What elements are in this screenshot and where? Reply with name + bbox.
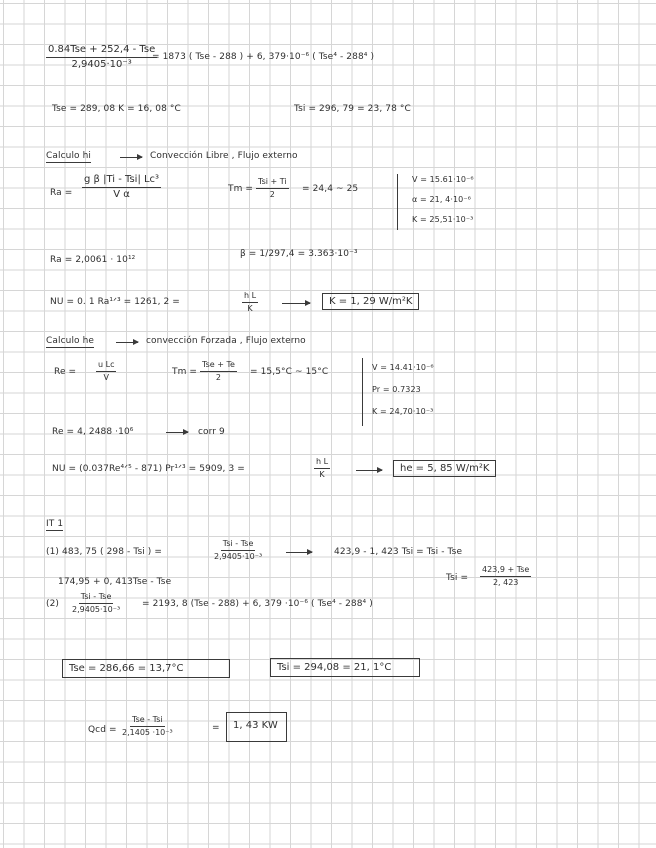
- qcd-fraction: [122, 715, 173, 737]
- tsi-final-box: Tsi = 294,08 = 21, 1°C: [270, 658, 420, 677]
- iteration-eq1-lhs: (1) 483, 75 ( 298 - Tsi ) =: [46, 547, 163, 557]
- ra-formula-lhs: Ra =: [50, 188, 73, 198]
- he-prop-k: K = 24,70·10⁻³: [372, 407, 434, 416]
- he-prop-viscosity: V = 14.41·10⁻⁶: [372, 363, 434, 372]
- tsi-result-1: Tsi = 296, 79 = 23, 78 °C: [294, 104, 411, 114]
- nu-hi-denominator: K: [247, 303, 253, 313]
- beta-value: β = 1/297,4 = 3.363·10⁻³: [240, 249, 358, 259]
- nu-he-fraction: [314, 457, 330, 479]
- tm-hi-denominator: 2: [269, 189, 275, 199]
- tm-he-denominator: 2: [215, 372, 221, 382]
- iteration-eq1-fraction: [214, 539, 262, 561]
- he-heading-label: Calculo he: [46, 336, 95, 346]
- iteration-heading-label: IT 1: [46, 519, 64, 529]
- re-formula-numerator: u Lc: [96, 360, 116, 372]
- he-result-box: he = 5, 85 W/m²K: [393, 460, 496, 477]
- he-prop-prandtl: Pr = 0.7323: [372, 385, 421, 394]
- equation-1-rhs: = 1873 ( Tse - 288 ) + 6, 379·10⁻⁶ ( Tse⁴ - 288⁴ ): [152, 52, 375, 62]
- qcd-lhs: Qcd =: [88, 725, 117, 735]
- tm-hi-rhs: = 24,4 ~ 25: [302, 184, 359, 194]
- nu-hi-numerator: h L: [242, 291, 258, 303]
- nu-he-denominator: K: [319, 469, 325, 479]
- iteration-eq1-denominator: 2,9405·10⁻³: [214, 551, 263, 561]
- hi-heading-arrow-icon: [120, 157, 142, 158]
- re-formula-fraction: [96, 360, 116, 382]
- qcd-denominator: 2,1405 ·10⁻³: [122, 727, 173, 737]
- nu-he-numerator: h L: [314, 457, 330, 469]
- re-formula-lhs: Re =: [54, 367, 77, 377]
- hi-prop-k: K = 25,51·10⁻³: [412, 215, 474, 224]
- hi-result-box: K = 1, 29 W/m²K: [322, 293, 419, 310]
- ra-formula-numerator: g β |Ti - Tsi| Lc³: [82, 174, 161, 188]
- nu-he-arrow-icon: [356, 470, 382, 471]
- hi-heading: [46, 152, 91, 161]
- tm-hi-fraction: [256, 177, 289, 199]
- equation-1-fraction: [46, 44, 157, 71]
- tsi-expression-numerator: 423,9 + Tse: [480, 565, 531, 577]
- tsi-expression-denominator: 2, 423: [492, 577, 519, 587]
- tsi-expression-fraction: [480, 565, 531, 587]
- tm-hi-numerator: Tsi + Ti: [256, 177, 289, 189]
- nu-hi-fraction: [242, 291, 258, 313]
- tm-hi-lhs: Tm =: [228, 184, 254, 194]
- nu-he-formula: NU = (0.037Re⁴ᐟ⁵ - 871) Pr¹ᐟ³ = 5909, 3 =: [52, 464, 245, 474]
- re-formula-denominator: V: [103, 372, 109, 382]
- iteration-eq1-rhs: 423,9 - 1, 423 Tsi = Tsi - Tse: [334, 547, 463, 557]
- qcd-result-box: 1, 43 KW: [226, 712, 287, 742]
- he-heading-arrow-icon: [116, 342, 138, 343]
- re-value: Re = 4, 2488 ·10⁶: [52, 427, 134, 437]
- hi-properties-bracket: [397, 174, 398, 230]
- he-heading-description: convección Forzada , Flujo externo: [146, 336, 306, 346]
- nu-hi-arrow-icon: [282, 303, 310, 304]
- equation-1-denominator: 2,9405·10⁻³: [71, 59, 132, 70]
- equation-1-numerator: 0.84Tse + 252,4 - Tse: [46, 44, 157, 58]
- he-properties-bracket: [362, 358, 363, 426]
- iteration-eq2-numerator: Tsi - Tse: [79, 592, 114, 604]
- ra-formula-denominator: V α: [113, 189, 130, 200]
- re-arrow-icon: [166, 432, 188, 433]
- iteration-eq2-rhs: = 2193, 8 (Tse - 288) + 6, 379 ·10⁻⁶ ( Tse⁴ - 288⁴ ): [142, 599, 373, 609]
- nu-hi-formula: NU = 0. 1 Ra¹ᐟ³ = 1261, 2 =: [50, 297, 180, 307]
- iteration-eq2-denominator: 2,9405·10⁻³: [72, 604, 121, 614]
- tm-he-fraction: [200, 360, 237, 382]
- iteration-heading: [46, 520, 63, 529]
- iteration-eq2-fraction: [72, 592, 120, 614]
- iteration-eq1-numerator: Tsi - Tse: [221, 539, 256, 551]
- hi-prop-viscosity: V = 15.61·10⁻⁶: [412, 175, 474, 184]
- hi-prop-alpha: α = 21, 4·10⁻⁶: [412, 195, 471, 204]
- qcd-numerator: Tse - Tsi: [130, 715, 165, 727]
- hi-heading-label: Calculo hi: [46, 151, 92, 161]
- ra-value: Ra = 2,0061 · 10¹²: [50, 255, 136, 265]
- ra-formula-fraction: [82, 174, 161, 201]
- re-correlation-note: corr 9: [198, 427, 225, 437]
- tsi-expression-lhs: Tsi =: [446, 573, 469, 583]
- tm-he-lhs: Tm =: [172, 367, 198, 377]
- iteration-eq1-substituted: 174,95 + 0, 413Tse - Tse: [58, 577, 172, 587]
- iteration-eq1-arrow-icon: [286, 552, 312, 553]
- tse-final-box: Tse = 286,66 = 13,7°C: [62, 659, 230, 678]
- qcd-equals: =: [212, 723, 220, 733]
- tse-result-1: Tse = 289, 08 K = 16, 08 °C: [52, 104, 181, 114]
- hi-heading-description: Convección Libre , Flujo externo: [150, 151, 298, 161]
- he-heading: [46, 337, 94, 346]
- tm-he-numerator: Tse + Te: [200, 360, 237, 372]
- tm-he-rhs: = 15,5°C ~ 15°C: [250, 367, 329, 377]
- iteration-eq2-label: (2): [46, 599, 60, 609]
